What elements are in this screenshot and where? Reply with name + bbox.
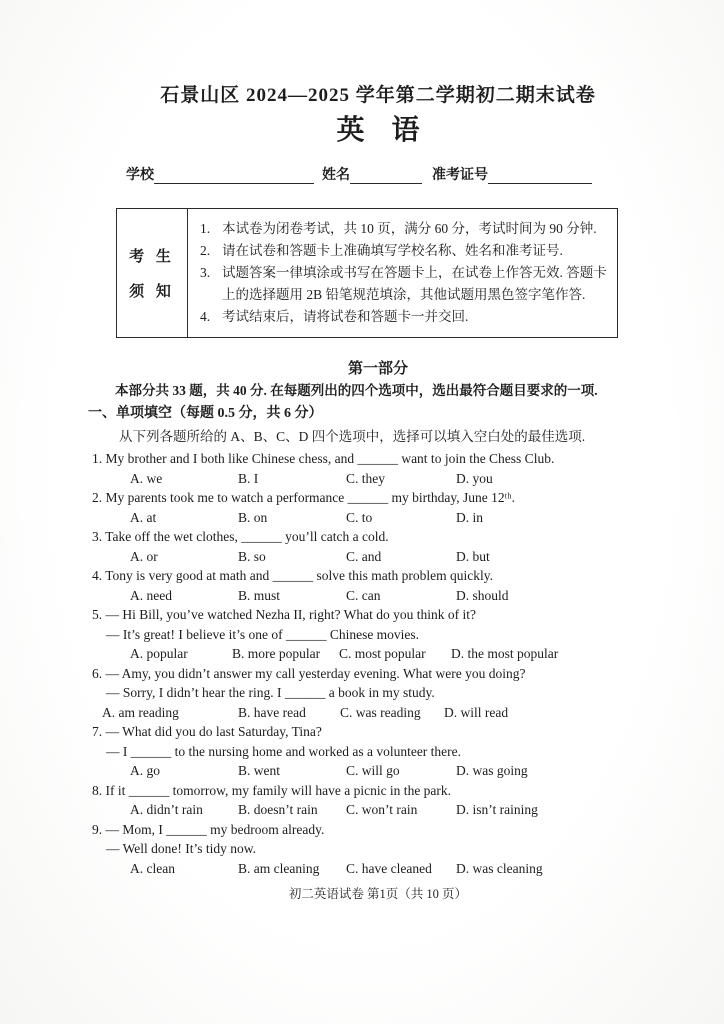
option-c: C. and (346, 548, 382, 564)
question-6 (92, 664, 664, 723)
notice-item-number: 1. (200, 221, 211, 236)
notice-items (188, 209, 617, 337)
question-2 (92, 488, 664, 527)
option-a: A. we (130, 470, 163, 486)
option-d: D. should (456, 587, 509, 603)
name-blank-line (350, 169, 422, 184)
option-d: D. the most popular (451, 646, 559, 661)
option-d: D. was cleaning (456, 860, 543, 876)
option-c: C. they (346, 470, 385, 486)
option-c: C. won’t rain (346, 802, 418, 817)
option-b: B. have read (238, 704, 306, 720)
notice-item-text: 请在试卷和答题卡上准确填写学校名称、姓名和准考证号. (222, 243, 563, 258)
option-a: A. go (130, 763, 160, 778)
option-d: D. was going (456, 763, 528, 778)
notice-label-line1: 考 生 (129, 249, 175, 265)
notice-item (200, 306, 607, 328)
option-b: B. must (238, 587, 281, 603)
options-row (92, 469, 664, 489)
options-row (92, 703, 664, 723)
question-list (92, 449, 664, 878)
option-a: A. at (130, 509, 157, 525)
question-text: 1. My brother and I both like Chinese chess, and ______ want to join the Chess Club. (92, 451, 555, 466)
page-footer: 初二英语试卷 第1页（共 10 页） (288, 887, 468, 901)
option-d: D. you (456, 470, 493, 486)
options-row (92, 800, 664, 820)
notice-item (200, 240, 607, 262)
part1-intro: 本部分共 33 题，共 40 分. 在每题列出的四个选项中，选出最符合题目要求的一项. (115, 383, 598, 398)
question-text: 2. My parents took me to watch a performance ______ my birthday, June 12ᵗʰ. (92, 490, 515, 505)
question-text-line2: — I ______ to the nursing home and worked as a volunteer there. (106, 743, 462, 759)
notice-item-text: 本试卷为闭卷考试，共 10 页，满分 60 分，考试时间为 90 分钟. (222, 221, 597, 236)
option-c: C. to (346, 509, 373, 525)
option-b: B. doesn’t rain (238, 802, 318, 817)
exam-title: 石景山区 2024—2025 学年第二学期初二期末试卷 (160, 85, 596, 106)
school-blank-line (154, 169, 314, 184)
exam-subject: 英 语 (336, 115, 430, 146)
question-8 (92, 781, 664, 820)
option-a: A. clean (130, 860, 175, 876)
option-c: C. most popular (339, 646, 426, 661)
option-c: C. can (346, 587, 381, 603)
notice-item-number: 2. (200, 243, 211, 258)
section1-title: 一、单项填空（每题 0.5 分，共 6 分） (88, 406, 323, 421)
question-text: 3. Take off the wet clothes, ______ you’ll catch a cold. (92, 529, 389, 544)
question-text: 8. If it ______ tomorrow, my family will have a picnic in the park. (92, 782, 452, 798)
options-row (92, 547, 664, 567)
option-c: C. have cleaned (346, 860, 432, 876)
options-row (92, 644, 664, 664)
question-text: 6. — Amy, you didn’t answer my call yesterday evening. What were you doing? (92, 665, 526, 681)
question-7 (92, 722, 664, 781)
option-b: B. went (238, 763, 280, 778)
option-a: A. am reading (102, 704, 179, 720)
exam-id-label: 准考证号 (432, 168, 488, 183)
question-text-line2: — Well done! It’s tidy now. (106, 841, 257, 856)
question-4 (92, 566, 664, 605)
notice-label-line2: 须 知 (129, 284, 175, 300)
exam-id-blank-line (488, 169, 592, 184)
notice-item (200, 262, 607, 306)
notice-item-text: 考试结束后，请将试卷和答题卡一并交回. (222, 309, 469, 324)
question-text: 7. — What did you do last Saturday, Tina? (92, 724, 322, 739)
option-d: D. but (456, 548, 490, 564)
option-b: B. so (238, 548, 266, 564)
notice-item-text: 试题答案一律填涂或书写在答题卡上，在试卷上作答无效. 答题卡上的选择题用 2B 铅笔规范填涂，其他试题用黑色签字笔作答. (222, 265, 607, 302)
notice-item (200, 218, 607, 240)
option-c: C. will go (346, 763, 400, 778)
question-text-line2: — Sorry, I didn’t hear the ring. I ______ a book in my study. (106, 685, 435, 700)
option-b: B. more popular (232, 646, 321, 661)
notice-item-number: 4. (200, 309, 211, 324)
notice-item-number: 3. (200, 265, 211, 280)
notice-label (117, 209, 188, 337)
option-a: A. need (130, 587, 172, 603)
option-a: A. popular (130, 646, 188, 661)
question-3 (92, 527, 664, 566)
school-label: 学校 (126, 168, 154, 183)
candidate-notice-box (116, 208, 618, 338)
question-text: 9. — Mom, I ______ my bedroom already. (92, 821, 325, 837)
option-d: D. in (456, 509, 483, 525)
options-row (92, 859, 664, 879)
question-text: 5. — Hi Bill, you’ve watched Nezha II, right? What do you think of it? (92, 607, 477, 622)
option-c: C. was reading (340, 704, 421, 720)
question-text-line2: — It’s great! I believe it’s one of ______ Chinese movies. (106, 626, 420, 642)
options-row (92, 508, 664, 528)
question-5 (92, 605, 664, 664)
option-d: D. isn’t raining (456, 802, 538, 817)
name-label: 姓名 (322, 168, 350, 183)
option-d: D. will read (444, 704, 509, 720)
question-9 (92, 820, 664, 879)
section1-instruction: 从下列各题所给的 A、B、C、D 四个选项中，选择可以填入空白处的最佳选项. (119, 429, 586, 444)
option-b: B. I (238, 470, 259, 486)
options-row (92, 586, 664, 606)
part1-heading: 第一部分 (347, 361, 408, 377)
options-row (92, 761, 664, 781)
candidate-fields (92, 164, 664, 184)
option-a: A. or (130, 548, 158, 564)
option-b: B. am cleaning (238, 860, 320, 876)
question-text: 4. Tony is very good at math and ______ solve this math problem quickly. (92, 568, 494, 583)
option-a: A. didn’t rain (130, 802, 203, 817)
option-b: B. on (238, 509, 268, 525)
question-1 (92, 449, 664, 488)
